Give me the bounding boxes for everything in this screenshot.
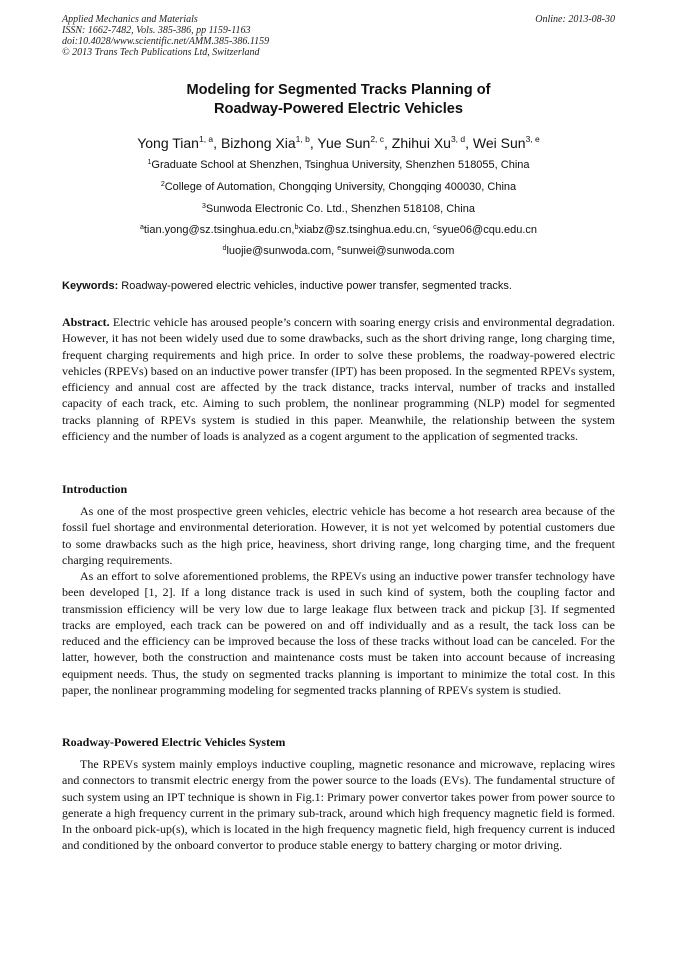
affiliation-3 (62, 200, 615, 216)
email-address[interactable]: tian.yong@sz.tsinghua.edu.cn, (143, 224, 295, 236)
title-line-2: Roadway-Powered Electric Vehicles (213, 101, 463, 117)
affiliation-text: College of Automation, Chongqing University, Chongqing 400030, China (164, 181, 517, 193)
affiliation-1 (62, 156, 615, 172)
section-heading-rpev-system: Roadway-Powered Electric Vehicles System (62, 735, 286, 749)
author-affil-mark: 1, b (295, 134, 310, 144)
email-address[interactable]: luojie@sunwoda.com, (226, 245, 338, 257)
affiliation-text: Graduate School at Shenzhen, Tsinghua University, Shenzhen 518055, China (151, 159, 530, 171)
author-name: Yue Sun (317, 135, 371, 151)
copyright-line: © 2013 Trans Tech Publications Ltd, Switzerland (62, 47, 260, 58)
journal-header (62, 14, 615, 58)
email-mark: d (222, 245, 227, 252)
author-name: Bizhong Xia (220, 135, 296, 151)
affiliation-text: Sunwoda Electronic Co. Ltd., Shenzhen 518108, China (205, 203, 475, 215)
email-address[interactable]: xiabz@sz.tsinghua.edu.cn, (298, 224, 434, 236)
author-name: Yong Tian (137, 135, 199, 151)
abstract-text: Electric vehicle has aroused people’s concern with soaring energy crisis and environmental degradation. However, it has not been widely used due to some drawbacks, such as the short driving range, long charging time, frequent charging requirements and high price. In order to solve these problems, the roadway-powered electric vehicles (RPEVs) based on an inductive power transfer (IPT) has been proposed. In the segmented RPEVs system, efficiency and annual cost are affected by the track distance, tracks interval, number of tracks and installed capacity of each track, etc. Aiming to such problem, the nonlinear programming (NLP) model for segmented tracks planning of RPEVs system is studied in this paper. Meanwhile, the relationship between the system efficiency and the number of loads is analyzed as a cogent argument to the application of segmented tracks. (62, 315, 615, 444)
author-name: Wei Sun (472, 135, 526, 151)
journal-name: Applied Mechanics and Materials (62, 14, 198, 25)
section-heading-introduction: Introduction (62, 482, 128, 496)
email-address[interactable]: sunwei@sunwoda.com (341, 245, 455, 257)
paper-title (62, 81, 615, 119)
email-mark: a (139, 224, 144, 231)
author-list: Yong Tian$^{1, a}$, Bizhong Xia$^{1, b}$, Yue Sun$^{2, c}$, Zhihui Xu$^{3, d}$, Wei Sun$^{3, e}$ (137, 134, 540, 151)
doi-line: doi:10.4028/www.scientific.net/AMM.385-386.1159 (62, 36, 270, 47)
email-mark: c (433, 224, 437, 231)
affiliation-2 (62, 178, 615, 194)
introduction-paragraph-2: As an effort to solve aforementioned problems, the RPEVs using an inductive power transfer technology have been developed [1, 2]. If a long distance track is used in such kind of system, both the coupling factor and transmission efficiency will be very low due to large leakage flux between track and pickup [3]. If segmented tracks are employed, each track can be powered on and off individually and as a result, the tack loss can be reduced and the efficiency can be improved because the loss of these tracks without load can be canceled. For the latter, however, both the construction and maintenance costs must be taken into account because of increasing equipment needs. Thus, the study on segmented tracks planning is important to minimize the total cost. In this paper, the nonlinear programming modeling for segmented tracks planning of RPEVs system is studied. (62, 569, 615, 698)
abstract (62, 314, 615, 444)
affiliation-mark: 2 (160, 181, 165, 188)
keywords (62, 279, 615, 293)
author-affil-mark: 1, a (198, 134, 214, 144)
keywords-label: Keywords: (62, 280, 119, 292)
rpev-system-paragraph-1: The RPEVs system mainly employs inductive coupling, magnetic resonance and microwave, replacing wires and connectors to transmit electric energy from the power source to the loads (EVs). The fundamental structure of such system using an IPT technique is shown in Fig.1: Primary power convertor takes power from power source to generate a high frequency current in the primary sub-track, around which high frequency magnetic field is formed. In the onboard pick-up(s), which is located in the high frequency magnetic field, high frequency current is induced and conditioned by the onboard convertor to produce stable energy to battery charging or motor driving. (62, 757, 615, 853)
email-address[interactable]: syue06@cqu.edu.cn (436, 224, 538, 236)
keywords-text: Roadway-powered electric vehicles, inductive power transfer, segmented tracks. (118, 280, 512, 292)
email-mark: b (294, 224, 299, 231)
abstract-label: Abstract. (62, 315, 110, 329)
affiliation-mark: 3 (202, 203, 206, 210)
email-mark: e (337, 245, 342, 252)
author-affil-mark: 3, e (525, 134, 540, 144)
introduction-paragraph-1: As one of the most prospective green vehicles, electric vehicle has become a hot research area because of the fossil fuel shortage and environmental deterioration. However, it is not yet welcomed by potential customers due to some drawbacks such as the high price, heaviness, short driving range, long charging time, and the frequent charging requirements. (62, 504, 615, 567)
online-date: Online: 2013-08-30 (535, 14, 615, 25)
author-affil-mark: 3, d (450, 134, 466, 144)
author-affil-mark: 2, c (370, 134, 385, 144)
email-line-1 (62, 221, 615, 237)
email-line-2 (62, 242, 615, 258)
affiliation-mark: 1 (147, 159, 152, 166)
issn-line: ISSN: 1662-7482, Vols. 385-386, pp 1159-1163 (62, 25, 251, 36)
title-line-1: Modeling for Segmented Tracks Planning of (186, 82, 491, 98)
author-name: Zhihui Xu (391, 135, 451, 151)
